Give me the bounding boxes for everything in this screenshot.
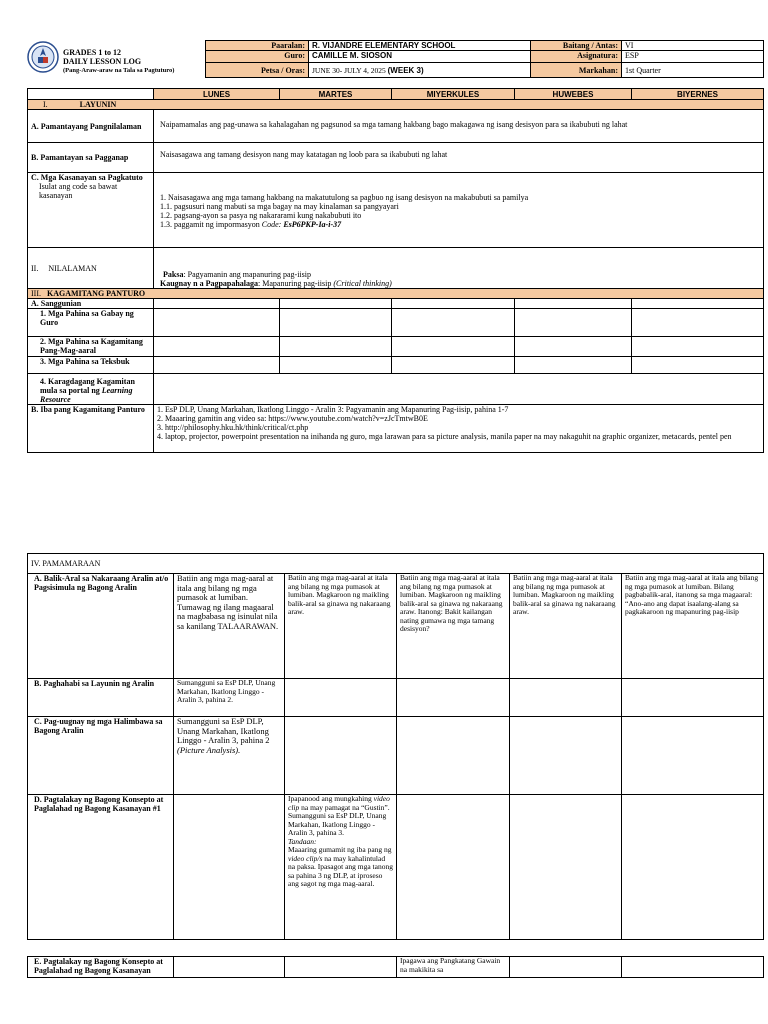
- kasanayan-line1: 1. Naisasagawa ang mga tamang hakbang na makatutulong sa pagbuo ng isang desisyon na makabubuti sa pamilya: [160, 193, 529, 202]
- karagdagang-label: 4. Karagdagang Kagamitan mula sa portal ng: [40, 377, 135, 395]
- teacher-label: Guro:: [206, 51, 309, 63]
- date-value: JUNE 30- JULY 4, 2025: [312, 65, 386, 75]
- gabay-label: 1. Mga Pahina sa Gabay ng Guro: [28, 309, 154, 337]
- pagtalakay-tue: [285, 795, 397, 940]
- kasanayan-label: C. Mga Kasanayan sa Pagkatuto: [31, 173, 143, 182]
- paghahabi-label: B. Paghahabi sa Layunin ng Aralin: [28, 679, 174, 717]
- kaugnay-row: [160, 279, 400, 288]
- resource-2: 2. Maaaring gamitin ang video sa: https://www.youtube.com/watch?v=zJcTmtwB0E: [157, 414, 428, 423]
- teksbuk-label: 3. Mga Pahina sa Teksbuk: [28, 357, 154, 374]
- pag-uugnay-mon: Sumangguni sa EsP DLP, Unang Markahan, Ikatlong Linggo - Aralin 3, pahina 2: [177, 716, 270, 745]
- teacher-value: CAMILLE M. SIOSON: [309, 51, 531, 63]
- kaugnay-italic: (Critical thinking): [333, 279, 392, 288]
- section2-title: NILALAMAN: [48, 263, 97, 273]
- kasanayan-cell: [28, 173, 154, 248]
- resource-3: 3. http://philosophy.hku.hk/think/critical/ct.php: [157, 423, 309, 432]
- pagtalakay-tue-6: video clip/s: [288, 853, 323, 863]
- pagganap-text: Naisasagawa ang tamang desisyon nang may katatagan ng loob para sa ikabubuti ng lahat: [154, 143, 764, 173]
- quarter-value: 1st Quarter: [622, 63, 764, 78]
- pagtalakay-tue-4: Tandaan:: [288, 836, 317, 846]
- header-table: [205, 40, 764, 78]
- subject-value: ESP: [622, 51, 764, 63]
- pamantayang-label: A. Pamantayang Pangnilalaman: [28, 110, 154, 143]
- grade-label: Baitang / Antas:: [531, 41, 622, 51]
- kagamitang-label: 2. Mga Pahina sa Kagamitang Pang-Mag-aaral: [28, 337, 154, 357]
- pag-uugnay-label: C. Pag-uugnay ng mga Halimbawa sa Bagong Aralin: [28, 717, 174, 795]
- karagdagang-cell: [28, 374, 154, 405]
- log-title: DAILY LESSON LOG: [63, 57, 142, 66]
- quarter-label: Markahan:: [531, 63, 622, 78]
- procedure-table-continued: [27, 956, 764, 978]
- pagtalakay-e-label: E. Pagtalakay ng Bagong Konsepto at Paglalahad ng Bagong Kasanayan: [28, 957, 174, 978]
- section3-numeral: III.: [31, 289, 41, 298]
- nilalaman-label-cell: [28, 248, 154, 289]
- day-header-wed: MIYERKULES: [392, 89, 515, 100]
- kaugnay-text: : Mapanuring pag-iisip: [258, 279, 332, 288]
- kasanayan-line4-row: [160, 220, 757, 229]
- section4-title: PAMAMARAAN: [42, 559, 101, 568]
- week-value: (WEEK 3): [387, 65, 424, 75]
- pag-uugnay-mon-cell: [174, 717, 285, 795]
- balik-aral-mon: Batiin ang mga mag-aaral at itala ang bilang ng mga pumasok at lumiban. Tumawag ng ilang magaaral na magbabasa ng isinulat nila sa kanilang TALAARAWAN.: [174, 574, 285, 679]
- kasanayan-line2: 1.1. pagsusuri nang mabuti sa mga bagay na may kinalaman sa pangyayari: [160, 202, 399, 211]
- balik-aral-thu: Batiin ang mga mag-aaral at itala ang bilang ng mga pumasok at lumiban. Magkaroon ng maikling balik-aral sa ginawa ng nakaraang araw.: [510, 574, 622, 679]
- pagtalakay-tue-3: na may pamagat na “Gustin”. Sumangguni sa EsP DLP, Unang Markahan, Ikatlong Linggo - Aralin 3, pahina 3.: [288, 802, 390, 837]
- section4-heading: [28, 554, 764, 574]
- paksa-row: [160, 270, 757, 279]
- sanggunian-label: A. Sanggunian: [28, 299, 154, 309]
- lesson-table: [27, 88, 764, 453]
- pagtalakay-e-wed: Ipagawa ang Pangkatang Gawain na makikita sa: [397, 957, 510, 978]
- grades-text: GRADES 1 to 12: [63, 48, 122, 57]
- school-value: R. VIJANDRE ELEMENTARY SCHOOL: [309, 41, 531, 51]
- pagtalakay-tue-1: Ipapanood ang mungkahing: [288, 794, 372, 803]
- section3-heading: [28, 289, 764, 299]
- kasanayan-line3: 1.2. pagsang-ayon sa pasya ng nakararami kung nakabubuti ito: [160, 211, 362, 220]
- iba-pang-content: [154, 405, 764, 453]
- kasanayan-note: Isulat ang code sa bawat kasanayan: [39, 182, 118, 200]
- iba-pang-label: B. Iba pang Kagamitang Panturo: [28, 405, 154, 453]
- balik-aral-fri: Batiin ang mga mag-aaral at itala ang bilang ng mga pumasok at lumiban. Bilang pagbabalik-aral, itanong sa mga magaaral: “Ano-ano ang dapat isaalang-alang sa pagkakaroon ng mapanuring pag-iisip: [622, 574, 764, 679]
- code-label: Code:: [261, 220, 282, 229]
- kaugnay-label: Kaugnay n a Pagpapahalaga: [160, 279, 259, 288]
- competency-code: EsP6PKP-Ia-i-37: [283, 220, 342, 229]
- pagtalakay-tue-5: Maaaring gumamit ng iba pang ng: [288, 845, 392, 854]
- date-label: Petsa / Oras:: [206, 63, 309, 78]
- section1-heading: [28, 100, 764, 110]
- date-cell: [309, 63, 531, 78]
- pag-uugnay-mon-italic: (Picture Analysis).: [177, 744, 241, 755]
- resource-4: 4. laptop, projector, powerpoint presentation na inihanda ng guro, mga larawan para sa picture analysis, manila paper na may nakaguhit na graphic organizer, metacards, pentel pen: [157, 432, 732, 441]
- resource-1: 1. EsP DLP, Unang Markahan, Ikatlong Linggo - Aralin 3: Pagyamanin ang Mapanuring Pag-iisip, pahina 1-7: [157, 405, 509, 414]
- paksa-label: Paksa: [163, 270, 184, 279]
- pagtalakay-tue-2: video clip: [288, 794, 390, 812]
- balik-aral-wed: Batiin ang mga mag-aaral at itala ang bilang ng mga pumasok at lumiban. Magkaroon ng maikling balik-aral sa ginawa ng nakaraang araw. Itanong: Bakit kailangan nating gumawa ng mga tamang desisyon?: [397, 574, 510, 679]
- section3-title: KAGAMITANG PANTURO: [47, 289, 146, 298]
- day-header-tue: MARTES: [280, 89, 392, 100]
- procedure-table: [27, 553, 764, 940]
- paksa-text: : Pagyamanin ang mapanuring pag-iisip: [183, 270, 311, 279]
- day-header-mon: LUNES: [154, 89, 280, 100]
- section1-numeral: I.: [43, 100, 48, 109]
- learning-resource-label: Learning Resource: [40, 386, 133, 404]
- subject-label: Asignatura:: [531, 51, 622, 63]
- kasanayan-content: [154, 173, 764, 248]
- day-header-thu: HUWEBES: [515, 89, 632, 100]
- pamantayang-text: Naipamamalas ang pag-unawa sa kahalagahan ng pagsunod sa mga tamang hakbang bago makagawa ng isang desisyon para sa ikabubuti ng lahat: [154, 110, 764, 143]
- log-subtitle: (Pang-Araw-araw na Tala sa Pagtuturo): [63, 67, 175, 74]
- pagganap-label: B. Pamantayan sa Pagganap: [28, 143, 154, 173]
- balik-aral-label: A. Balik-Aral sa Nakaraang Aralin at/o Pagsisimula ng Bagong Aralin: [28, 574, 174, 679]
- section2-numeral: II.: [31, 263, 39, 273]
- pagtalakay-tue-7: na may kahalintulad na paksa. Ipasagot ang mga tanong sa pahina 3 ng DLP, at iproseso ang sagot ng mga mag-aaral.: [288, 853, 393, 888]
- nilalaman-content: [154, 248, 764, 289]
- pagtalakay-label: D. Pagtalakay ng Bagong Konsepto at Paglalahad ng Bagong Kasanayan #1: [28, 795, 174, 940]
- section1-title: LAYUNIN: [79, 100, 117, 109]
- section4-numeral: IV.: [31, 559, 41, 568]
- school-label: Paaralan:: [206, 41, 309, 51]
- paghahabi-mon: Sumangguni sa EsP DLP, Unang Markahan, Ikatlong Linggo - Aralin 3, pahina 2.: [174, 679, 285, 717]
- deped-seal: [27, 41, 59, 73]
- balik-aral-tue: Batiin ang mga mag-aaral at itala ang bilang ng mga pumasok at lumiban. Magkaroon ng maikling balik-aral sa ginawa ng nakaraang araw.: [285, 574, 397, 679]
- day-header-fri: BIYERNES: [632, 89, 764, 100]
- grade-value: VI: [622, 41, 764, 51]
- kasanayan-line4: 1.3. paggamit ng impormasyon: [160, 220, 260, 229]
